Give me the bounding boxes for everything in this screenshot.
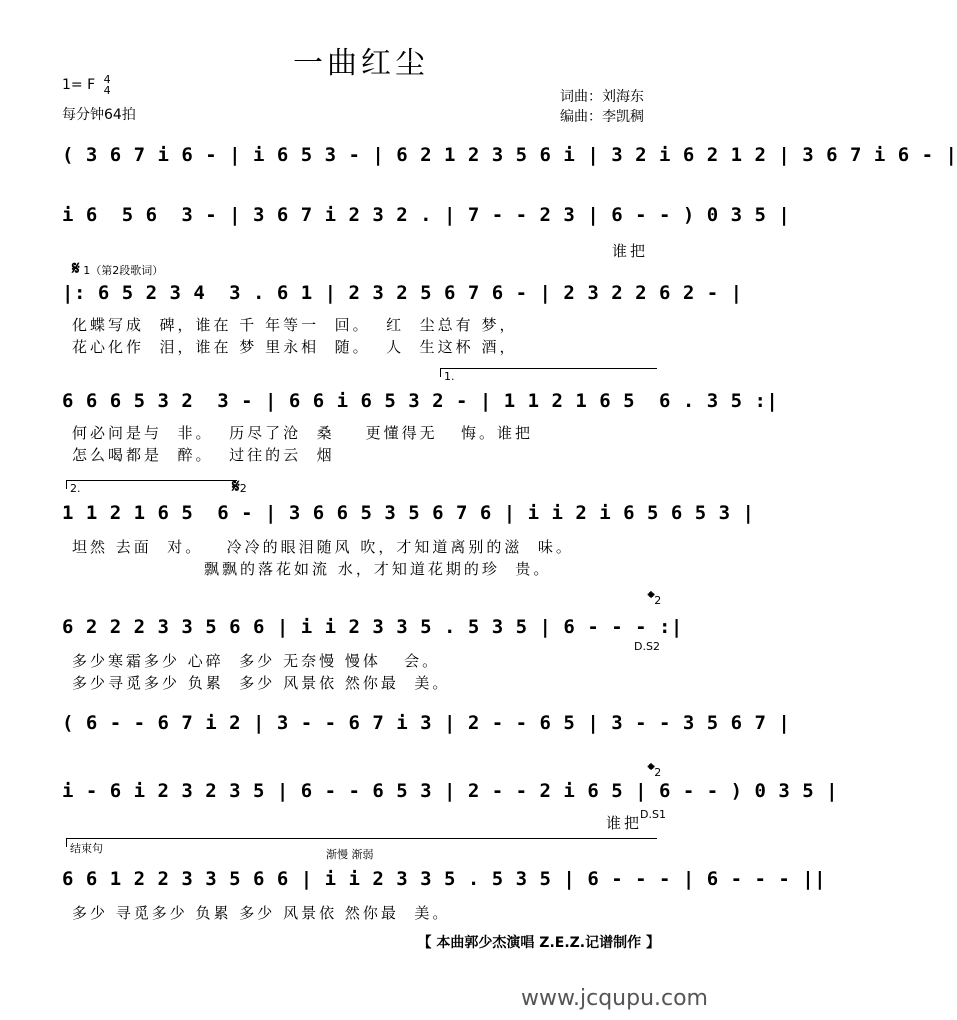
notation-row: |: 6 5 2 3 4 3 . 6 1 | 2 3 2 5 6 7 6 - | 2 3 2 2 6 2 - | <box>62 282 743 304</box>
time-bottom: 4 <box>103 84 111 97</box>
lyric-line: 飘飘的落花如流 水，才知道花期的珍 贵。 <box>72 560 552 578</box>
segno-number: 2 <box>239 482 247 495</box>
notation-row: ( 3 6 7 i 6 - | i 6 5 3 - | 6 2 1 2 3 5 6 i | 3 2 i 6 2 1 2 | 3 6 7 i 6 - | <box>62 144 957 166</box>
site-watermark: www.jcqupu.com <box>521 986 708 1011</box>
coda-mark <box>648 588 661 609</box>
segno-icon: 𝄋 <box>232 476 240 497</box>
lyric-line: 多少 寻觅多少 负累 多少 风景依 然你最 美。 <box>72 904 451 922</box>
ending-label: 结束句 <box>70 842 103 855</box>
notation-row: i 6 5 6 3 - | 3 6 7 i 2 3 2 . | 7 - - 2 3 | 6 - - ) 0 3 5 | <box>62 204 791 226</box>
notation-row: 1 1 2 1 6 5 6 - | 3 6 6 5 3 5 6 7 6 | i i 2 i 6 5 6 5 3 | <box>62 502 755 524</box>
arranger: 编曲：李凯稠 <box>560 109 644 125</box>
ds-marker: D.S2 <box>634 640 660 653</box>
segno-annotation <box>72 258 163 279</box>
lyric-line: 坦然 去面 对。 冷冷的眼泪随风 吹，才知道离别的滋 味。 <box>72 538 574 556</box>
lyric-line: 多少寒霜多少 心碎 多少 无奈慢 慢体 会。 <box>72 652 441 670</box>
volta-label: 1. <box>444 370 455 383</box>
ds-marker: D.S1 <box>640 808 666 821</box>
tempo-marking: 渐慢 渐弱 <box>326 848 374 861</box>
time-signature <box>104 74 111 96</box>
time-top: 4 <box>103 73 111 86</box>
notation-row: ( 6 - - 6 7 i 2 | 3 - - 6 7 i 3 | 2 - - 6 5 | 3 - - 3 5 6 7 | <box>62 712 791 734</box>
coda-mark <box>648 760 661 781</box>
key-label: 1= F <box>62 77 96 93</box>
tempo: 每分钟64拍 <box>62 107 136 123</box>
lyric-line: 化蝶写成 碑，谁在 千 年等一 回。 红 尘总有 梦， <box>72 316 518 334</box>
coda-number: 2 <box>654 594 662 607</box>
notation-row: 6 2 2 2 3 3 5 6 6 | i i 2 3 3 5 . 5 3 5 | 6 - - - :| <box>62 616 683 638</box>
volta-bracket <box>440 368 657 377</box>
coda-number: 2 <box>654 766 662 779</box>
lyric-line: 怎么喝都是 醉。 过往的云 烟 <box>72 446 335 464</box>
notation-row: i - 6 i 2 3 2 3 5 | 6 - - 6 5 3 | 2 - - 2 i 6 5 | 6 - - ) 0 3 5 | <box>62 780 839 802</box>
segno-mark <box>232 476 247 497</box>
verse2-note: 1（第2段歌词） <box>83 264 164 277</box>
key-signature <box>62 74 111 96</box>
lyric-line: 谁把 <box>606 814 643 832</box>
volta-label: 2. <box>70 482 81 495</box>
lyric-line: 谁把 <box>612 242 649 260</box>
lyric-line: 何必问是与 非。 历尽了沧 桑 更懂得无 悔。谁把 <box>72 424 533 442</box>
lyricist: 词曲：刘海东 <box>560 89 644 105</box>
coda-icon: 𝄌 <box>648 588 655 609</box>
lyric-line: 花心化作 泪，谁在 梦 里永相 随。 人 生这杯 酒， <box>72 338 518 356</box>
notation-row: 6 6 6 5 3 2 3 - | 6 6 i 6 5 3 2 - | 1 1 2 1 6 5 6 . 3 5 :| <box>62 390 779 412</box>
segno-icon: 𝄋 <box>72 258 80 279</box>
notation-row: 6 6 1 2 2 3 3 5 6 6 | i i 2 3 3 5 . 5 3 5 | 6 - - - | 6 - - - || <box>62 868 827 890</box>
song-title: 一曲红尘 <box>293 46 429 81</box>
lyric-line: 多少寻觅多少 负累 多少 风景依 然你最 美。 <box>72 674 451 692</box>
coda-icon: 𝄌 <box>648 760 655 781</box>
volta-bracket <box>66 480 237 489</box>
footer-credit: 【 本曲郭少杰演唱 Z.E.Z.记谱制作 】 <box>417 935 660 951</box>
